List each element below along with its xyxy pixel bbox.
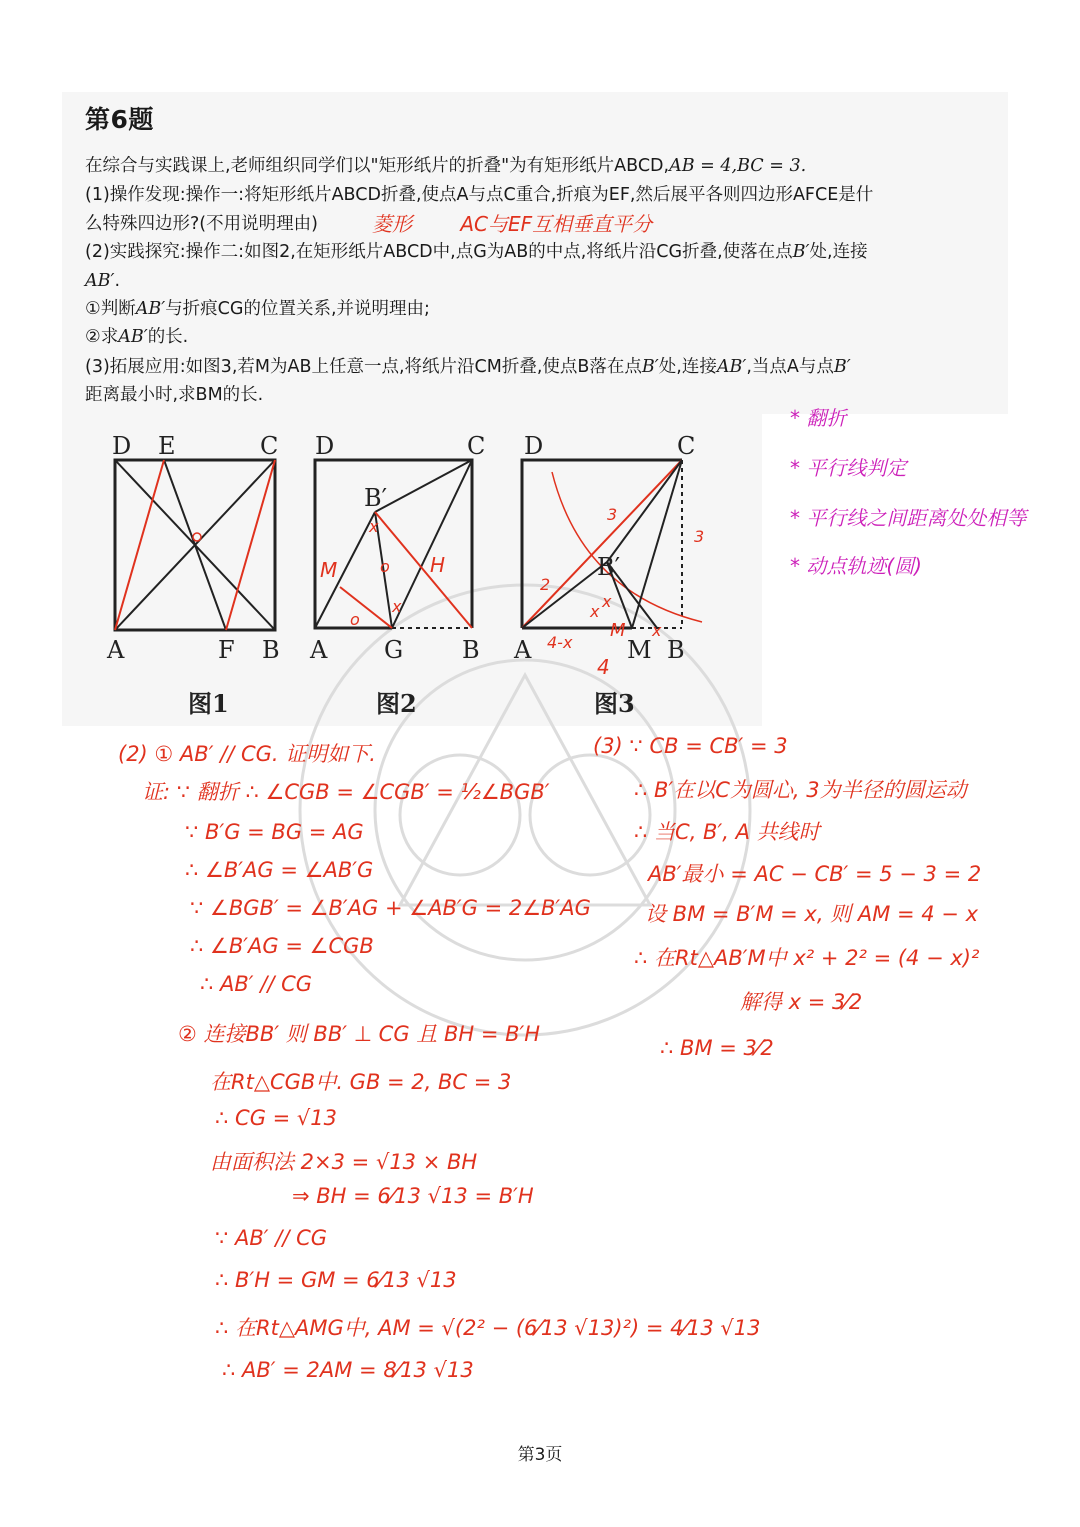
fig1-label-a: A <box>107 636 125 664</box>
solution-left-8: ② 连接BB′ 则 BB′ ⊥ CG 且 BH = B′H <box>178 1022 541 1046</box>
fig2-label-h: H <box>430 553 446 577</box>
q1-answer <box>372 208 652 237</box>
solution-left-9: 在Rt△CGB中. GB = 2, BC = 3 <box>210 1070 512 1094</box>
fig3-label-2: 2 <box>540 575 551 594</box>
solution-left-11: 由面积法 2×3 = √13 × BH <box>210 1150 478 1174</box>
fig1-crease-ef <box>164 460 226 630</box>
problem-line-8: (3)拓展应用:如图3,若M为AB上任意一点,将纸片沿CM折叠,使点B落在点B′处,连接AB′,当点A与点B′ <box>85 357 851 377</box>
problem-line-2: (1)操作发现:操作一:将矩形纸片ABCD折叠,使点A与点C重合,折痕为EF,然后展平各则四边形AFCE是什 <box>85 185 874 205</box>
fig2-label-d: D <box>315 432 335 460</box>
solution-left-14: ∴ B′H = GM = 6⁄13 √13 <box>215 1268 457 1292</box>
q1-answer-note: AC与EF互相垂直平分 <box>460 212 653 236</box>
solution-left-3: ∵ B′G = BG = AG <box>185 820 364 844</box>
fig2-segment-gm <box>340 587 392 628</box>
fig2-label-a: A <box>310 636 328 664</box>
problem-line-3: 么特殊四边形?(不用说明理由) <box>85 214 318 234</box>
solution-right-4: AB′最小 = AC − CB′ = 5 − 3 = 2 <box>648 862 982 886</box>
problem-line-4: (2)实践探究:操作二:如图2,在矩形纸片ABCD中,点G为AB的中点,将纸片沿CG折叠,使落在点B′处,连接 <box>85 242 868 262</box>
fig2-caption: 图2 <box>376 689 417 718</box>
solution-left-6: ∴ ∠B′AG = ∠CGB <box>190 934 374 958</box>
fig3-mark-x-2: x <box>652 621 662 640</box>
solution-right-5: 设 BM = B′M = x, 则 AM = 4 − x <box>645 902 979 926</box>
fig3-label-x: x <box>590 602 600 621</box>
problem-line-6: ①判断AB′与折痕CG的位置关系,并说明理由; <box>85 299 430 319</box>
fig3-label-m-red: M <box>610 620 626 641</box>
fig2-label-b: B <box>462 636 480 664</box>
fig2-label-m: M <box>320 558 338 582</box>
solution-left-15: ∴ 在Rt△AMG中, AM = √(2² − (6⁄13 √13)²) = 4⁄13 √13 <box>215 1316 761 1340</box>
fig2-label-b-prime: B′ <box>364 484 388 512</box>
fig2-mark-x-2: x <box>392 597 402 616</box>
page-number: 第3页 <box>517 1445 563 1465</box>
fig1-label-b: B <box>262 636 280 664</box>
q1-answer-text: 菱形 <box>372 212 412 236</box>
fig1-right-angle-mark <box>193 533 201 541</box>
fig3-label-4-minus-x: 4-x <box>547 633 573 652</box>
solution-left-2: 证: ∵ 翻折 ∴ ∠CGB = ∠CGB′ = ½∠BGB′ <box>142 780 550 804</box>
solution-left-12: ⇒ BH = 6⁄13 √13 = B′H <box>292 1184 534 1208</box>
fig1-label-e: E <box>158 432 176 460</box>
side-note-4: * 动点轨迹(圆) <box>790 554 922 578</box>
figures <box>62 412 722 722</box>
solution-right-1: (3) ∵ CB = CB′ = 3 <box>593 734 788 758</box>
fig2-mark-o: o <box>380 557 390 576</box>
solution-left-7: ∴ AB′ // CG <box>200 972 313 996</box>
solution-left-5: ∵ ∠BGB′ = ∠B′AG + ∠AB′G = 2∠B′AG <box>190 896 591 920</box>
fig1-caption: 图1 <box>188 689 229 718</box>
question-title: 第6题 <box>85 105 154 134</box>
fig2-label-c: C <box>467 432 486 460</box>
solution-left-10: ∴ CG = √13 <box>215 1106 338 1130</box>
fig3-label-4: 4 <box>597 655 610 679</box>
figure-1 <box>106 432 280 718</box>
side-note-1: * 翻折 <box>790 406 847 430</box>
fig3-label-3: 3 <box>607 505 618 524</box>
fig3-label-m: M <box>627 636 652 664</box>
fig2-crease-cg <box>392 460 472 628</box>
fig2-mark-o-2: o <box>350 610 360 629</box>
solution-left-13: ∵ AB′ // CG <box>215 1226 328 1250</box>
fig1-label-c: C <box>260 432 279 460</box>
fig2-mark-x-1: x <box>369 517 379 536</box>
fig3-label-c: C <box>677 432 696 460</box>
solution-left-4: ∴ ∠B′AG = ∠AB′G <box>185 858 374 882</box>
problem-line-1: 在综合与实践课上,老师组织同学们以"矩形纸片的折叠"为有矩形纸片ABCD,AB = 4,BC = 3. <box>85 156 807 176</box>
solution-left-1: (2) ① AB′ // CG. 证明如下. <box>118 742 376 766</box>
fig3-arc <box>552 472 705 622</box>
fig3-caption: 图3 <box>594 689 635 718</box>
fig1-label-f: F <box>218 636 235 664</box>
problem-line-9: 距离最小时,求BM的长. <box>85 385 264 405</box>
fig3-label-b: B <box>667 636 685 664</box>
fig3-label-b-prime: B′ <box>597 553 621 581</box>
fig3-label-d: D <box>524 432 544 460</box>
problem-line-5: AB′. <box>85 271 121 291</box>
solution-right-3: ∴ 当C, B′, A 共线时 <box>634 820 820 844</box>
solution-right-8: ∴ BM = 3⁄2 <box>660 1036 774 1060</box>
fig3-segment-cb-prime <box>607 460 682 562</box>
solution-right-7: 解得 x = 3⁄2 <box>740 990 863 1014</box>
side-note-3: * 平行线之间距离处处相等 <box>790 506 1027 530</box>
fig1-label-d: D <box>112 432 132 460</box>
problem-line-7: ②求AB′的长. <box>85 327 189 347</box>
solution-right-2: ∴ B′在以C为圆心, 3为半径的圆运动 <box>634 778 967 802</box>
fig3-mark-x-1: x <box>602 592 612 611</box>
fig3-label-a: A <box>514 636 532 664</box>
solution-left-16: ∴ AB′ = 2AM = 8⁄13 √13 <box>222 1358 474 1382</box>
fig2-label-g: G <box>384 636 404 664</box>
solution-right-6: ∴ 在Rt△AB′M中 x² + 2² = (4 − x)² <box>634 946 980 970</box>
figure-3 <box>513 432 704 718</box>
fig2-segment-cb-prime <box>375 460 472 512</box>
side-note-2: * 平行线判定 <box>790 456 907 480</box>
fig3-label-3b: 3 <box>694 527 705 546</box>
figure-2 <box>309 432 485 718</box>
